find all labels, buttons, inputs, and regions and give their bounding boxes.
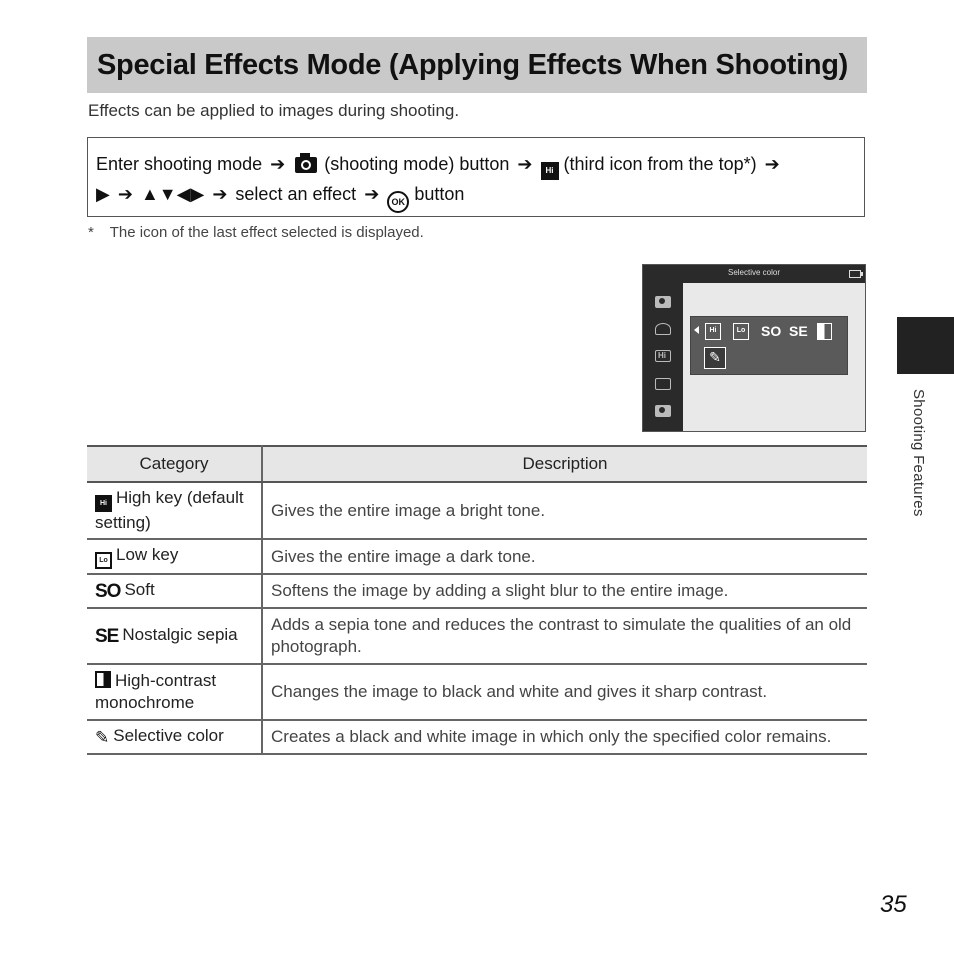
procedure-line-2: [96, 180, 856, 213]
section-label: Shooting Features: [910, 389, 927, 517]
table-header-row: [87, 446, 867, 482]
screen-title: Selective color: [727, 268, 781, 277]
page-title: Special Effects Mode (Applying Effects When Shooting): [97, 49, 849, 81]
page-number: 35: [880, 891, 907, 918]
soft-icon: SO: [95, 581, 121, 602]
procedure-step-icon: (third icon from the top*): [563, 154, 757, 174]
description-cell: Gives the entire image a dark tone.: [262, 539, 867, 574]
effect-monochrome[interactable]: [817, 323, 832, 340]
arrow-left-icon: [694, 326, 699, 334]
category-label: Selective color: [113, 726, 224, 745]
category-cell: [87, 608, 262, 664]
effect-sepia[interactable]: SE: [789, 323, 808, 339]
right-triangle-icon: ▶: [96, 184, 110, 204]
section-tab: [897, 317, 954, 374]
effect-low-key[interactable]: Lo: [733, 323, 749, 340]
effect-soft[interactable]: SO: [761, 323, 782, 339]
table-row: [87, 608, 867, 664]
header-category: Category: [87, 446, 262, 482]
category-label: High-contrast monochrome: [95, 671, 217, 712]
high-key-icon: [655, 350, 671, 362]
table-row: [87, 664, 867, 720]
procedure-step-ok: button: [414, 184, 465, 204]
scene-icon: [655, 323, 671, 335]
effect-selector-panel: [690, 316, 848, 375]
procedure-step-button: (shooting mode) button: [324, 154, 510, 174]
eyedropper-icon: ✎: [95, 728, 110, 747]
arrow-icon: ➔: [212, 184, 228, 204]
category-cell: [87, 720, 262, 754]
category-cell: [87, 539, 262, 574]
category-label: High key (default setting): [95, 488, 244, 532]
description-cell: Softens the image by adding a slight blur to the entire image.: [262, 574, 867, 608]
procedure-line-1: [96, 150, 856, 180]
header-description: Description: [262, 446, 867, 482]
arrow-icon: ➔: [517, 154, 533, 174]
effect-selective-color[interactable]: ✎: [704, 347, 726, 369]
category-cell: [87, 482, 262, 539]
arrow-icon: ➔: [270, 154, 286, 174]
high-key-icon: Hi: [541, 162, 559, 180]
camera-icon: [295, 157, 317, 173]
procedure-step-select: select an effect: [235, 184, 357, 204]
description-cell: Gives the entire image a bright tone.: [262, 482, 867, 539]
sepia-icon: SE: [95, 626, 119, 647]
footnote-text: The icon of the last effect selected is displayed.: [109, 224, 424, 241]
auto-mode-icon: [655, 405, 671, 417]
table-row: [87, 574, 867, 608]
screen-side-menu: [643, 283, 683, 431]
intro-text: Effects can be applied to images during shooting.: [88, 101, 460, 120]
camera-screen: [642, 264, 866, 432]
footnote-marker: *: [88, 224, 94, 241]
monochrome-icon: [95, 671, 111, 688]
multi-selector-icon: ▲▼◀▶: [140, 184, 205, 204]
footnote: [88, 224, 424, 241]
ok-button-icon: OK: [387, 191, 409, 213]
category-label: Soft: [124, 580, 155, 599]
arrow-icon: ➔: [117, 184, 133, 204]
low-key-icon: Lo: [95, 552, 112, 569]
table-row: [87, 539, 867, 574]
category-label: Nostalgic sepia: [122, 625, 238, 644]
high-key-icon: Hi: [95, 495, 112, 512]
high-key-label: Hi: [658, 351, 666, 360]
table-row: [87, 720, 867, 754]
category-cell: [87, 574, 262, 608]
procedure-box: [87, 137, 865, 217]
category-cell: [87, 664, 262, 720]
effects-table: [87, 445, 867, 755]
title-bar: [87, 37, 867, 93]
description-cell: Creates a black and white image in which only the specified color remains.: [262, 720, 867, 754]
arrow-icon: ➔: [364, 184, 380, 204]
description-cell: Adds a sepia tone and reduces the contrast to simulate the qualities of an old photograph.: [262, 608, 867, 664]
smile-icon: [655, 378, 671, 390]
arrow-icon: ➔: [764, 154, 780, 174]
camera-icon: [655, 296, 671, 308]
effect-high-key[interactable]: Hi: [705, 323, 721, 340]
battery-icon: [849, 270, 861, 278]
table-row: [87, 482, 867, 539]
description-cell: Changes the image to black and white and gives it sharp contrast.: [262, 664, 867, 720]
category-label: Low key: [116, 545, 179, 564]
screen-top-bar: [643, 265, 865, 283]
procedure-step-enter: Enter shooting mode: [96, 154, 263, 174]
